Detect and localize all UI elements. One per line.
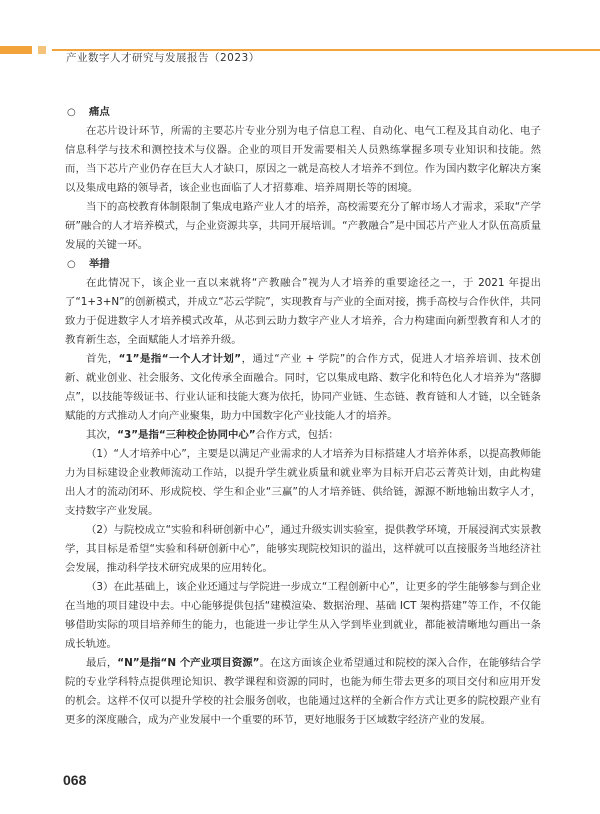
bold-phrase: “1”是指“一个人才计划” [118, 353, 242, 365]
circle-bullet-icon: ○ [67, 259, 76, 270]
section-heading-label: 痛点 [89, 106, 110, 118]
circle-bullet-icon: ○ [67, 107, 76, 118]
paragraph-lead: 首先， [86, 353, 119, 365]
page-number: 068 [63, 772, 87, 788]
paragraph: 在芯片设计环节，所需的主要芯片专业分别为电子信息工程、自动化、电气工程及其自动化、电子信息科学与技术和测控技术与仪器。企业的项目开发需要相关人员熟练掌握多项专业知识和技能。然而，当下芯片产业仍存在巨大人才缺口，原因之一就是高校人才培养不到位。作为国内数字化解决方案以及集成电路的领导者，该企业也面临了人才招募难、培养周期长等的困境。 [65, 125, 541, 194]
section-heading-label: 举措 [89, 258, 110, 270]
section-heading-measures [65, 255, 541, 274]
paragraph: 当下的高校教育体制限制了集成电路产业人才的培养，高校需要充分了解市场人才需求，采取“产学研”融合的人才培养模式，与企业资源共享，共同开展培训。“产教融合”是中国芯片产业人才队伍高质量发展的关键一环。 [65, 201, 541, 251]
paragraph-rest: 。在这方面该企业希望通过和院校的深入合作，在能够结合学院的专业学科特点提供理论知识、教学课程和资源的同时，也能为师生带去更多的项目交付和应用开发的机会。这样不仅可以提升学校的社会服务创收，也能通过这样的全新合作方式让更多的院校跟产业有更多的深度融合，成为产业发展中一个重要的环节，更好地服务于区域数字经济产业的发展。 [65, 657, 542, 726]
section-heading-pain [65, 103, 541, 122]
paragraph-lead: 最后， [86, 657, 118, 669]
paragraph: （3）在此基础上，该企业还通过与学院进一步成立“工程创新中心”，让更多的学生能够参与到企业在当地的项目建设中去。中心能够提供包括“建模渲染、数据治理、基础 ICT 架构搭建”等工作，不仅能够借助实际的项目培养师生的能力，也能进一步让学生从入学到毕业到就业，都能被清晰地勾画出一条成长轨迹。 [65, 581, 541, 650]
header-stripe-small [38, 46, 46, 54]
paragraph [65, 426, 541, 445]
bold-phrase: “3”是指“三种校企协同中心” [117, 429, 256, 441]
paragraph: 在此情况下，该企业一直以来就将“产教融合”视为人才培养的重要途径之一，于 2021 年提出了“1+3+N”的创新模式，并成立“芯云学院”，实现教育与产业的全面对接，携手高校与合作伙伴，共同致力于促进数字人才培养模式改革，从芯到云助力数字产业人才培养，合力构建面向新型教育和人才的教育新生态，全面赋能人才培养升级。 [65, 277, 541, 346]
bold-phrase: “N”是指“N 个产业项目资源” [117, 657, 260, 669]
paragraph-rest: ，通过“产业 + 学院”的合作方式，促进人才培养培训、技术创新、就业创业、社会服务、文化传承全面融合。同时，它以集成电路、数字化和特色化人才培养为“落脚点”，以技能等级证书、行业认证和技能大赛为依托，协同产业链、生态链、教育链和人才链，以全链条赋能的方式推动人才向产业聚集，助力中国数字化产业技能人才的培养。 [65, 353, 542, 422]
paragraph: （1）“人才培养中心”，主要是以满足产业需求的人才培养为目标搭建人才培养体系，以提高教师能力为目标建设企业教师流动工作站，以提升学生就业质量和就业率为目标开启芯云菁英计划，由此构建出人才的流动闭环、形成院校、学生和企业“三赢”的人才培养链、供给链，源源不断地输出数字人才，支持数字产业发展。 [65, 448, 541, 517]
running-header-title: 产业数字人才研究与发展报告（2023） [66, 52, 260, 64]
paragraph: （2）与院校成立“实验和科研创新中心”，通过升级实训实验室，提供教学环境，开展浸润式实景教学，其目标是希望“实验和科研创新中心”，能够实现院校知识的溢出，这样就可以直接服务当地经济社会发展，推动科学技术研究成果的应用转化。 [65, 524, 541, 574]
header-stripe [0, 46, 32, 54]
paragraph-rest: 合作方式，包括： [255, 429, 339, 441]
paragraph [65, 654, 541, 730]
paragraph-lead: 其次， [86, 429, 118, 441]
page-body [65, 103, 541, 730]
paragraph [65, 350, 541, 426]
